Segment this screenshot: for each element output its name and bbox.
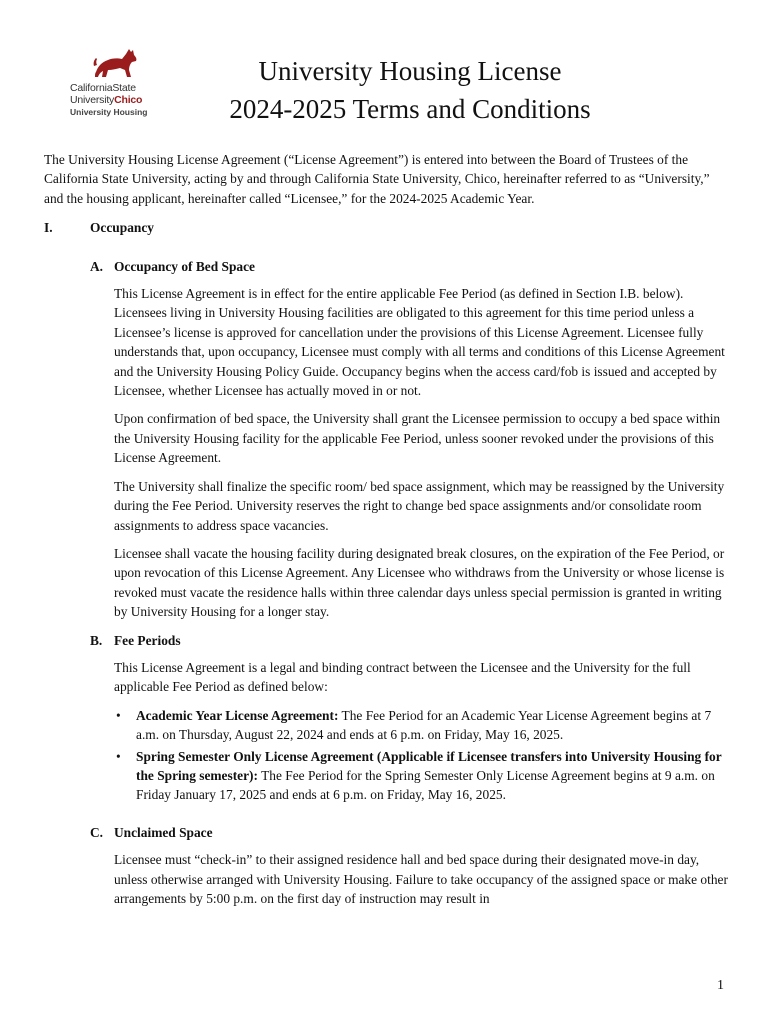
paragraph: Licensee shall vacate the housing facility during designated break closures, on the expiration of the Fee Period, or upon revocation of this License Agreement. Any Licensee who withdraws from the University or whose license is revoked must vacate the residence halls within three calendar days unless special permission is granted in writing by University Housing for a longer stay. (114, 545, 725, 620)
logo-department-text: University Housing (70, 107, 148, 117)
list-item (114, 706, 728, 745)
subsection-heading-c (90, 823, 728, 842)
section-number: I. (44, 220, 53, 236)
list-item-text: The Fee Period for an Academic Year License Agreement begins at 7 a.m. on Thursday, August 22, 2024 and ends at 6 p.m. on Friday, May 16, 2025. (136, 707, 712, 743)
page-title (200, 52, 620, 128)
section-title: Occupancy (90, 220, 154, 236)
logo-line-2 (70, 94, 180, 106)
title-line-2: 2024-2025 Terms and Conditions (229, 94, 591, 124)
subsection-heading-a (90, 257, 728, 276)
paragraph: This License Agreement is in effect for the entire applicable Fee Period (as defined in Section I.B. below). Licensees living in University Housing facilities are obligated to this agreement for this time period unless a Licensee’s license is approved for cancellation under the provisions of this License Agreement. Licensee fully understands that, upon occupancy, Licensee must comply with all terms and conditions of this License Agreement and the University Housing Policy Guide. Occupancy begins when the access card/fob is issued and accepted by Licensee, whether Licensee has actually moved in or not. (114, 286, 725, 399)
list-item-text: The Fee Period for the Spring Semester Only License Agreement begins at 9 a.m. on Friday January 17, 2025 and ends at 6 p.m. on Friday, May 16, 2025. (136, 767, 715, 803)
subsection-number: B. (90, 632, 103, 648)
university-logo (70, 46, 180, 117)
logo-line-1: CaliforniaState (70, 82, 136, 94)
subsection-title: Occupancy of Bed Space (114, 258, 255, 274)
subsection-title: Unclaimed Space (114, 824, 213, 840)
logo-university-text: University (70, 94, 115, 106)
subsection-number: A. (90, 258, 104, 274)
title-line-1: University Housing License (258, 56, 562, 86)
subsection-title: Fee Periods (114, 632, 181, 648)
paragraph: Licensee must “check-in” to their assigned residence hall and bed space during their designated move-in day, unless otherwise arranged with University Housing. Failure to take occupancy of the assigned space or make other arrangements by 5:00 p.m. on the first day of instruction may result in (114, 852, 728, 906)
intro-paragraph: The University Housing License Agreement (“License Agreement”) is entered into between the Board of Trustees of the California State University, acting by and through California State University, Chico, hereinafter referred to as “University,” and the housing applicant, hereinafter called “Licensee,” for the 2024-2025 Academic Year. (44, 152, 710, 206)
document-body (44, 150, 728, 917)
paragraph: This License Agreement is a legal and binding contract between the Licensee and the University for the full applicable Fee Period as defined below: (114, 659, 691, 695)
paragraph: Upon confirmation of bed space, the University shall grant the Licensee permission to occupy a bed space within the University Housing facility for the applicable Fee Period, unless sooner revoked under the provisions of this License Agreement. (114, 411, 721, 466)
list-item-bold: Academic Year License Agreement: (136, 707, 339, 723)
list-item-bold: Spring Semester Only License Agreement (Applicable if Licensee transfers into University Housing for the Spring semester): (136, 748, 722, 783)
page-number: 1 (717, 978, 724, 993)
list-item (114, 747, 728, 805)
subsection-heading-b (90, 631, 728, 650)
fee-period-list (114, 706, 728, 805)
subsection-number: C. (90, 824, 104, 840)
paragraph: The University shall finalize the specific room/ bed space assignment, which may be reassigned by the University during the Fee Period. University reserves the right to change bed space assignments and/or consolidate room assignments to address space vacancies. (114, 478, 725, 533)
wildcat-icon (92, 46, 140, 80)
section-heading-occupancy (44, 218, 728, 237)
logo-chico-text: Chico (114, 94, 143, 106)
